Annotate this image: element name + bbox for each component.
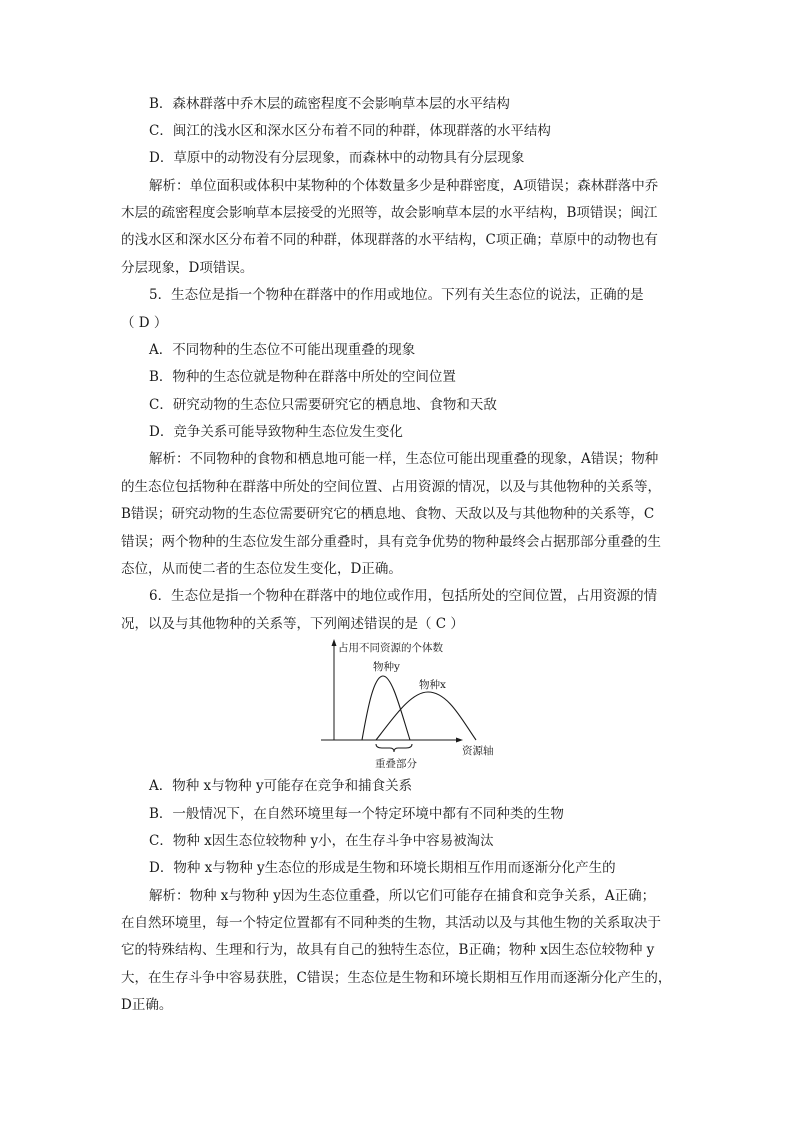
q6-option-b: B．一般情况下，在自然环境里每一个特定环境中都有不同种类的生物 xyxy=(149,806,564,822)
q5-stem-line: （ D ） xyxy=(121,315,168,331)
q5-option-b: B．物种的生态位就是物种在群落中所处的空间位置 xyxy=(149,369,456,385)
q6-stem-line: 6．生态位是指一个物种在群落中的地位或作用，包括所处的空间位置，占用资源的情 xyxy=(149,588,658,604)
q5-analysis-line: B错误；研究动物的生态位需要研究它的栖息地、食物、天敌以及与其他物种的关系等，C xyxy=(121,506,655,522)
species-y-curve xyxy=(362,676,410,740)
q6-option-c: C．物种 x因生态位较物种 y小，在生存斗争中容易被淘汰 xyxy=(149,833,494,849)
q4-option-d: D．草原中的动物没有分层现象，而森林中的动物具有分层现象 xyxy=(149,150,525,166)
x-axis-label: 资源轴 xyxy=(462,745,494,757)
q6-option-d: D．物种 x与物种 y生态位的形成是生物和环境长期相互作用而逐渐分化产生的 xyxy=(149,860,616,876)
x-axis-arrow xyxy=(456,738,463,743)
q6-analysis-line: 大，在生存斗争中容易获胜，C错误；生态位是生物和环境长期相互作用而逐渐分化产生的， xyxy=(121,970,672,986)
q6-analysis-line: 解析：物种 x与物种 y因为生态位重叠，所以它们可能存在捕食和竞争关系，A正确； xyxy=(149,888,656,904)
y-axis-arrow xyxy=(332,639,337,646)
q4-analysis-line: 分层现象，D项错误。 xyxy=(121,260,254,276)
q6-option-a: A．物种 x与物种 y可能存在竞争和捕食关系 xyxy=(149,778,413,794)
q5-analysis-line: 错误；两个物种的生态位发生部分重叠时，具有竞争优势的物种最终会占据那部分重叠的生 xyxy=(121,534,661,550)
q5-option-d: D．竞争关系可能导致物种生态位发生变化 xyxy=(149,424,403,440)
overlap-brace xyxy=(376,744,412,752)
niche-diagram xyxy=(318,636,508,770)
species-y-label: 物种y xyxy=(373,661,400,673)
q5-analysis-line: 态位，从而使二者的生态位发生变化，D正确。 xyxy=(121,561,402,577)
q5-stem-line: 5．生态位是指一个物种在群落中的作用或地位。下列有关生态位的说法，正确的是 xyxy=(149,287,644,303)
q5-analysis-line: 解析：不同物种的食物和栖息地可能一样，生态位可能出现重叠的现象，A错误；物种 xyxy=(149,451,659,467)
q5-analysis-line: 的生态位包括物种在群落中所处的空间位置、占用资源的情况，以及与其他物种的关系等， xyxy=(121,479,661,495)
overlap-label: 重叠部分 xyxy=(375,758,417,770)
q5-option-a: A．不同物种的生态位不可能出现重叠的现象 xyxy=(149,342,416,358)
species-x-label: 物种x xyxy=(419,679,446,691)
species-x-curve xyxy=(376,692,476,740)
q6-analysis-line: 在自然环境里，每一个特定位置都有不同种类的生物，其活动以及与其他生物的关系取决于 xyxy=(121,915,661,931)
q5-option-c: C．研究动物的生态位只需要研究它的栖息地、食物和天敌 xyxy=(149,397,497,413)
q6-analysis-line: D正确。 xyxy=(121,997,173,1013)
q6-analysis-line: 它的特殊结构、生理和行为，故具有自己的独特生态位，B正确；物种 x因生态位较物种 y xyxy=(121,942,655,958)
y-axis-label: 占用不同资源的个体数 xyxy=(338,642,443,654)
q4-analysis-line: 木层的疏密程度会影响草本层接受的光照等，故会影响草本层的水平结构，B项错误；闽江 xyxy=(121,205,658,221)
q4-analysis-line: 的浅水区和深水区分布着不同的种群，体现群落的水平结构，C项正确；草原中的动物也有 xyxy=(121,232,658,248)
q6-stem-line: 况，以及与其他物种的关系等，下列阐述错误的是（ C ） xyxy=(121,616,464,632)
q4-analysis-line: 解析：单位面积或体积中某物种的个体数量多少是种群密度，A项错误；森林群落中乔 xyxy=(149,178,659,194)
niche-overlap-figure xyxy=(318,636,508,770)
q4-option-b: B．森林群落中乔木层的疏密程度不会影响草本层的水平结构 xyxy=(149,96,510,112)
q4-option-c: C．闽江的浅水区和深水区分布着不同的种群，体现群落的水平结构 xyxy=(149,123,551,139)
